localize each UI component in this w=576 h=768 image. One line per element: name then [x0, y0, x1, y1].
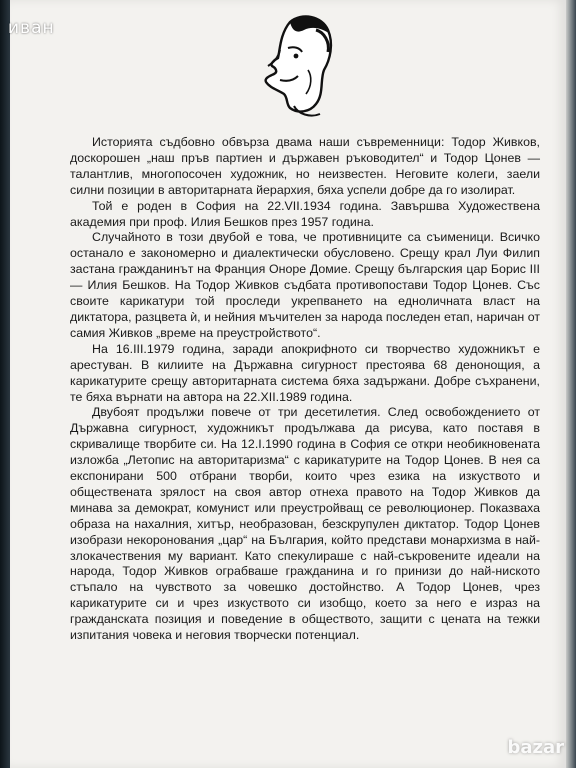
paragraph: Случайното в този двубой е това, че противниците са съименици. Всичко останало е закономерно и диалектически обусловено. Срещу крал Луи Филип застана гражданинът на Франция Оноре Домие. Срещу българския цар Борис III — Илия Бешков. На Тодор Живков съдбата противопостави Тодор Цонев. Със своите карикатури той проследи укрепването на едноличната власт на диктатора, разцвета ѝ, и нейния мъчителен за народа последен етап, наричан от самия Живков „време на преустройството“.	[70, 230, 540, 340]
book-edge-right	[566, 0, 576, 768]
watermark-text: иван	[8, 18, 55, 38]
paragraph: Той е роден в София на 22.VII.1934 година. Завършва Художествена академия при проф. Илия Бешков през 1957 година.	[70, 198, 540, 229]
article-text	[70, 135, 540, 644]
site-logo: bazar	[507, 737, 564, 758]
paragraph: Двубоят продължи повече от три десетилетия. След освобождението от Държавна сигурност, художникът продължава да рисува, като поставя в скривалище творбите си. На 12.I.1990 година в София се откри необикновената изложба „Летопис на авторитаризма“ с карикатурите на Тодор Цонев. В нея са експонирани 500 отбрани творби, които чрез езика на изкуството и обществената зрялост на своя автор отнеха правото на Тодор Живков да минава за демократ, комунист или преустройващ се революционер. Показваха образа на нахалния, хитър, необразован, безскрупулен диктатор. Тодор Цонев изобрази некоронования „цар“ на България, който представи монархизма в най-злокачествения му вариант. Като спекулираше с най-съкровените идеали на народа, Тодор Живков ограбваше гражданина и го принизи до най-ниското стъпало на чувството за човешко достойнство. А Тодор Цонев, чрез карикатурите си и чрез изкуството си изобщо, което за него е израз на гражданската позиция и поведение в обществото, защити с цената на тежки изпитания човека и неговия творчески потенциал.	[70, 405, 540, 643]
paragraph: На 16.III.1979 година, заради апокрифното си творчество художникът е арестуван. В килиите на Държавна сигурност престоява 68 денонощия, а карикатурите срещу авторитарната система бяха задържани. Добре съхранени, те бяха върнати на автора на 22.XII.1989 година.	[70, 341, 540, 404]
paragraph: Историята съдбовно обвърза двама наши съвременници: Тодор Живков, доскорошен „наш пръв партиен и държавен ръководител“ и Тодор Цонев — талантлив, многопосочен художник, но неизвестен. Неговите колеги, заели силни позиции в авторитарната йерархия, бяха успели добре да го изолират.	[70, 135, 540, 197]
book-edge-left	[0, 0, 10, 768]
book-page	[10, 0, 566, 768]
caricature-portrait-icon	[250, 10, 346, 122]
